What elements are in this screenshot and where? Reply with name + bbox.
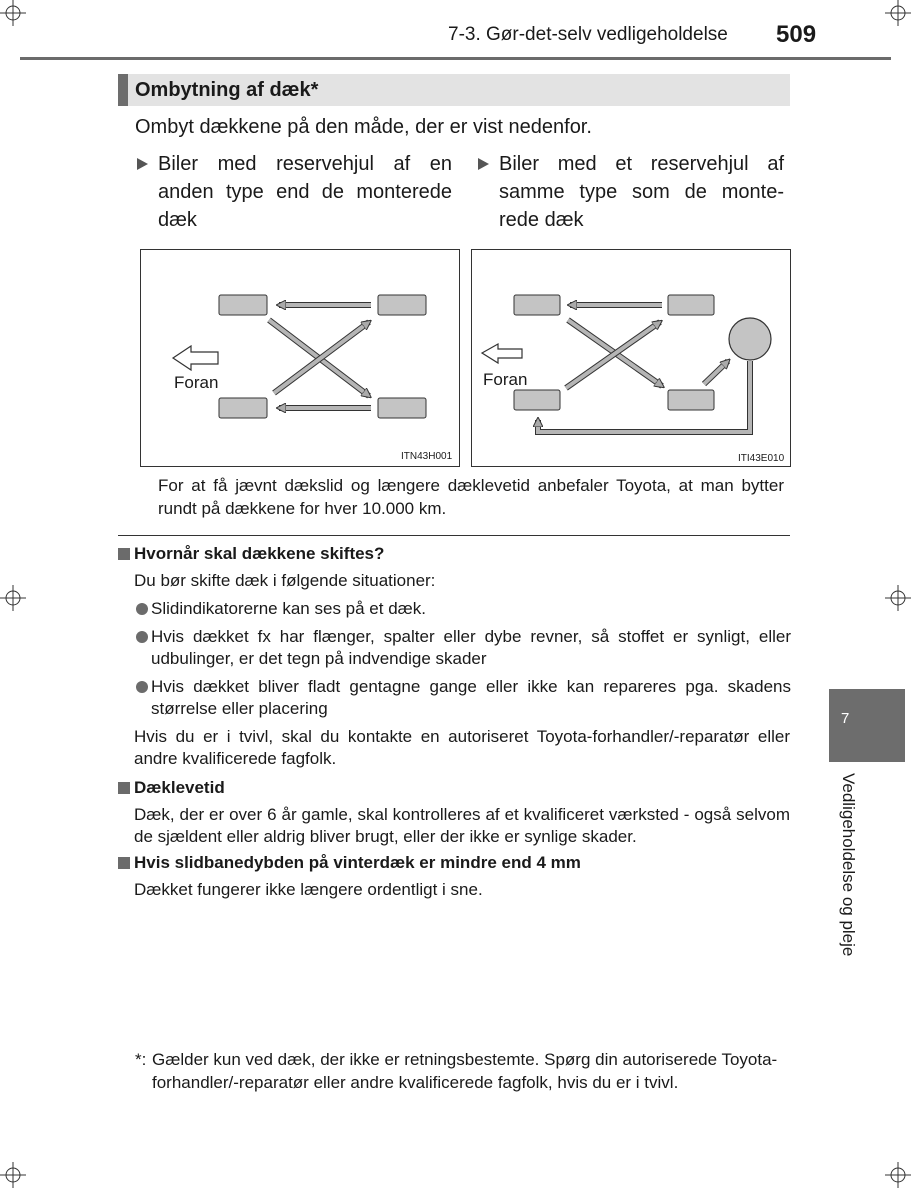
tire-front-right	[219, 398, 267, 418]
diagram-caption: For at få jævnt dækslid og længere dæklevetid anbefaler Toyota, at man bytter rundt på dækkene for hver 10.000 km.	[158, 476, 784, 518]
tire-front-right	[514, 390, 560, 410]
round-bullet-icon	[136, 681, 148, 693]
section-divider	[118, 535, 790, 536]
square-bullet-icon	[118, 548, 130, 560]
registration-mark-icon	[0, 585, 26, 611]
triangle-bullet-icon	[137, 158, 148, 170]
rotation-diagram-left	[140, 249, 460, 467]
square-bullet-icon	[118, 782, 130, 794]
when-replace-bullet: Hvis dækket bliver fladt gentagne gange eller ikke kan repareres pga. skadens størrelse eller placering	[151, 677, 791, 718]
when-replace-outro: Hvis du er i tvivl, skal du kontakte en autoriseret Toyota-forhandler/-reparatør eller andre kvalificerede fagfolk.	[134, 727, 790, 768]
footnote-text: Gælder kun ved dæk, der ikke er retningsbestemte. Spørg din autoriserede Toyota-forhandler/-reparatør eller andre kvalificerede fagfolk, hvis du er i tvivl.	[152, 1050, 778, 1092]
column-left-text: Biler med reservehjul af en anden type end de monterede dæk	[158, 153, 452, 231]
front-direction-arrow-icon	[482, 344, 522, 363]
tire-front-left	[219, 295, 267, 315]
header-divider	[20, 57, 891, 60]
page-number: 509	[776, 21, 817, 48]
when-replace-bullet: Hvis dækket fx har flænger, spalter eller dybe revner, så stoffet er synligt, eller udbulinger, er det tegn på indvendige skader	[151, 627, 791, 668]
tire-rear-left	[378, 295, 426, 315]
rotation-arrow-icon	[704, 361, 728, 384]
chapter-number: 7	[841, 710, 850, 727]
rotation-diagram-left-drawing	[141, 250, 459, 466]
tire-life-body: Dæk, der er over 6 år gamle, skal kontrolleres af et kvalificeret værksted - også selvom de sjældent eller aldrig bliver brugt, eller der ikke er synlige skader.	[134, 805, 790, 846]
when-replace-bullet: Slidindikatorerne kan ses på et dæk.	[151, 599, 426, 618]
tire-rear-right	[378, 398, 426, 418]
when-replace-heading: Hvornår skal dækkene skiftes?	[134, 544, 385, 563]
winter-heading: Hvis slidbanedybden på vinterdæk er mindre end 4 mm	[134, 853, 581, 872]
round-bullet-icon	[136, 631, 148, 643]
section-heading-bar	[118, 74, 128, 106]
column-right-text: Biler med et reservehjul af samme type som de monte-rede dæk	[499, 153, 784, 231]
square-bullet-icon	[118, 857, 130, 869]
triangle-bullet-icon	[478, 158, 489, 170]
chapter-label: Vedligeholdelse og pleje	[839, 773, 858, 957]
diagram-code: ITI43E010	[738, 453, 785, 464]
spare-tire-icon	[729, 318, 771, 360]
front-direction-arrow-icon	[173, 346, 218, 370]
registration-mark-icon	[885, 1162, 911, 1188]
front-label: Foran	[483, 370, 528, 389]
diagram-code: ITN43H001	[401, 451, 453, 462]
tire-front-left	[514, 295, 560, 315]
section-title: Ombytning af dæk*	[135, 79, 319, 101]
registration-mark-icon	[885, 585, 911, 611]
tire-rear-right	[668, 390, 714, 410]
round-bullet-icon	[136, 603, 148, 615]
when-replace-intro: Du bør skifte dæk i følgende situationer:	[134, 571, 436, 590]
registration-mark-icon	[0, 1162, 26, 1188]
header-section-title: 7-3. Gør-det-selv vedligeholdelse	[448, 24, 728, 45]
registration-mark-icon	[885, 0, 911, 26]
front-label: Foran	[174, 373, 219, 392]
tire-rear-left	[668, 295, 714, 315]
section-intro: Ombyt dækkene på den måde, der er vist nedenfor.	[135, 116, 592, 138]
footnote-marker: *:	[135, 1050, 147, 1069]
tire-life-heading: Dæklevetid	[134, 778, 225, 797]
winter-body: Dækket fungerer ikke længere ordentligt i sne.	[134, 880, 483, 899]
rotation-diagram-right-drawing	[472, 250, 790, 466]
rotation-diagram-right	[471, 249, 791, 467]
registration-mark-icon	[0, 0, 26, 26]
